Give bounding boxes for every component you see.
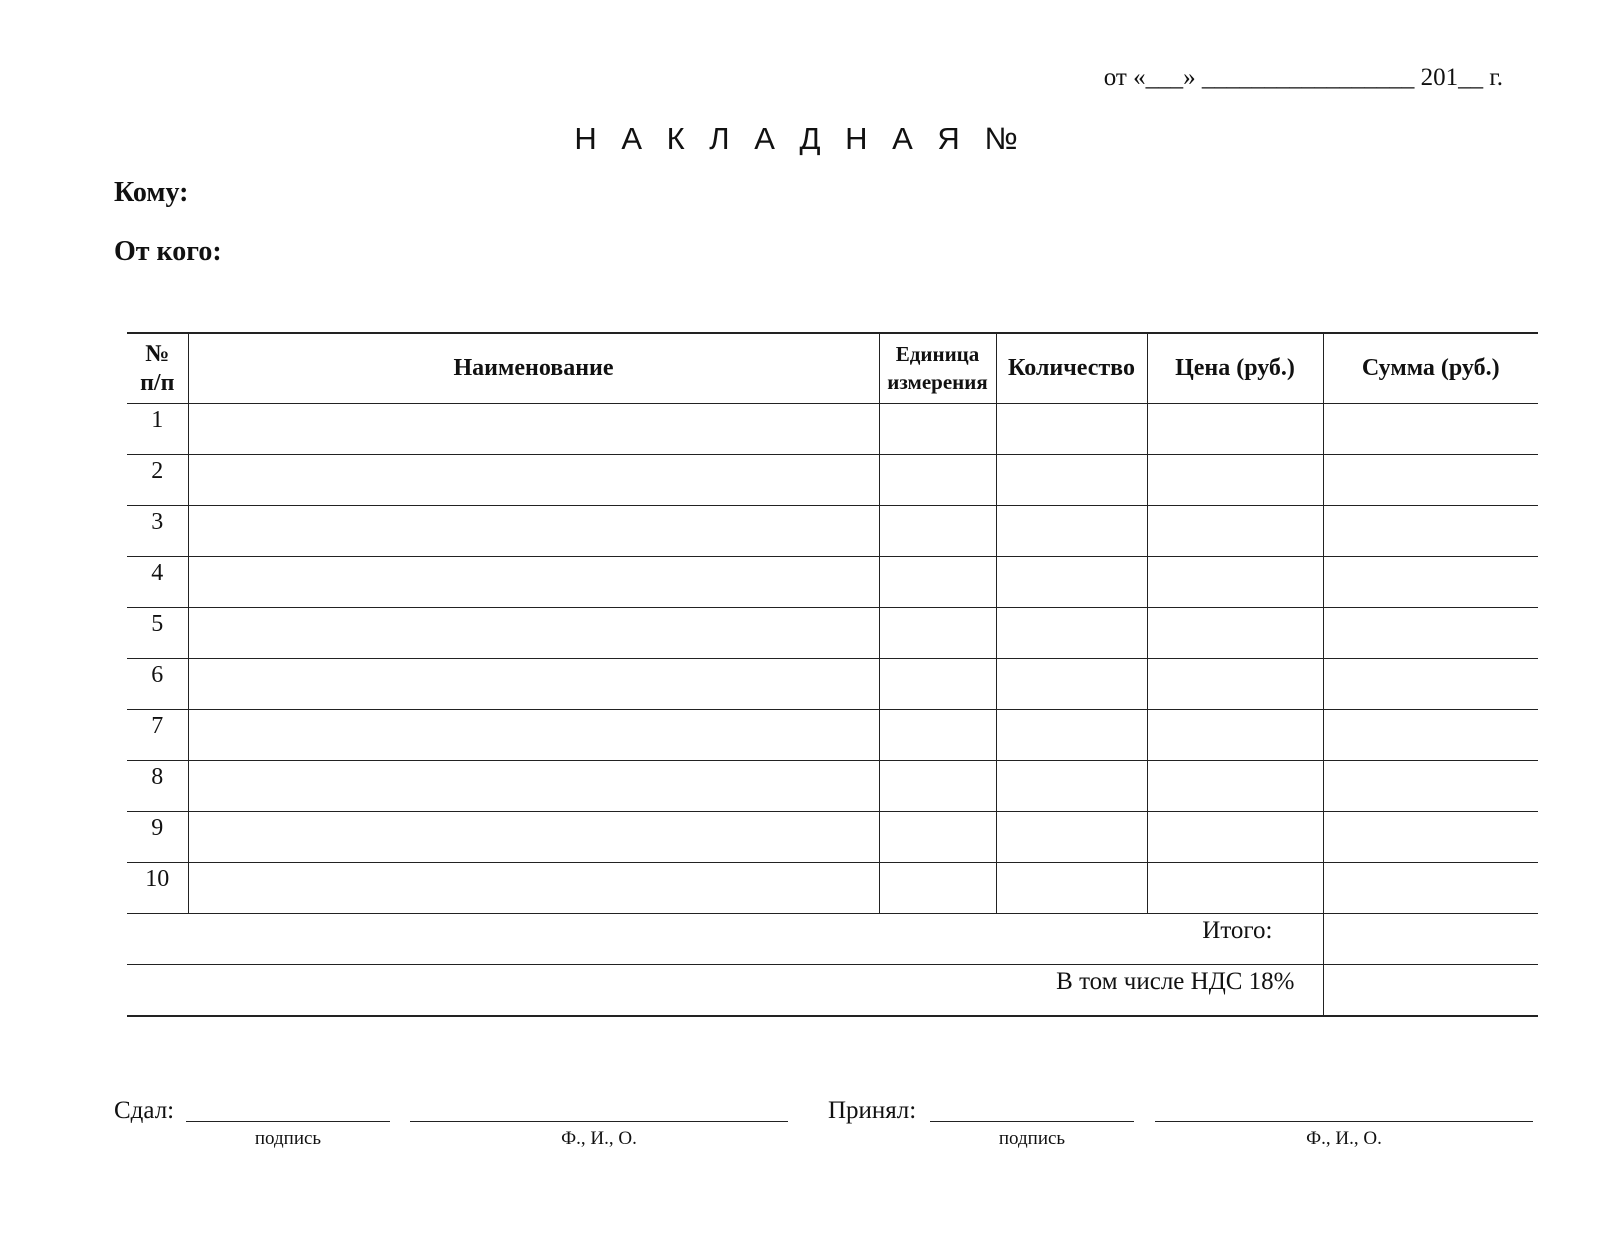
row-sum-cell[interactable]: [1323, 608, 1538, 659]
row-price-cell[interactable]: [1147, 608, 1323, 659]
row-sum-cell[interactable]: [1323, 659, 1538, 710]
handed-over-signature-line[interactable]: [186, 1121, 390, 1122]
row-price-cell[interactable]: [1147, 659, 1323, 710]
table-header-row: [127, 333, 1538, 404]
row-unit-cell[interactable]: [879, 404, 996, 455]
row-number: 7: [127, 710, 188, 761]
row-number: 6: [127, 659, 188, 710]
row-sum-cell[interactable]: [1323, 761, 1538, 812]
column-header-unit-line1: Единица: [895, 342, 980, 367]
table-row: [127, 761, 1538, 812]
date-line: от «___» _________________ 201__ г.: [1103, 64, 1503, 91]
table-row: [127, 557, 1538, 608]
column-header-unit: [879, 333, 996, 404]
handed-over-name-caption: Ф., И., О.: [561, 1128, 637, 1149]
row-name-cell[interactable]: [188, 506, 879, 557]
row-quantity-cell[interactable]: [996, 557, 1147, 608]
handed-over-label: Сдал:: [114, 1097, 175, 1124]
sender-label: От кого:: [114, 236, 222, 267]
row-number: 3: [127, 506, 188, 557]
row-unit-cell[interactable]: [879, 506, 996, 557]
row-price-cell[interactable]: [1147, 761, 1323, 812]
row-number: 5: [127, 608, 188, 659]
row-quantity-cell[interactable]: [996, 812, 1147, 863]
row-quantity-cell[interactable]: [996, 404, 1147, 455]
table-row: [127, 863, 1538, 914]
table-row: [127, 710, 1538, 761]
received-label: Принял:: [828, 1097, 917, 1124]
column-header-name: Наименование: [188, 333, 879, 404]
row-quantity-cell[interactable]: [996, 608, 1147, 659]
row-unit-cell[interactable]: [879, 557, 996, 608]
row-number: 2: [127, 455, 188, 506]
row-name-cell[interactable]: [188, 761, 879, 812]
column-header-number-line1: №: [145, 340, 170, 367]
received-name-line[interactable]: [1155, 1121, 1533, 1122]
row-unit-cell[interactable]: [879, 863, 996, 914]
table-row: [127, 608, 1538, 659]
received-signature-line[interactable]: [930, 1121, 1134, 1122]
vat-row: [127, 965, 1538, 1017]
row-name-cell[interactable]: [188, 608, 879, 659]
row-name-cell[interactable]: [188, 557, 879, 608]
received-signature-caption: подпись: [998, 1128, 1066, 1149]
row-number: 8: [127, 761, 188, 812]
column-header-sum: Сумма (руб.): [1323, 333, 1538, 404]
column-header-number-line2: п/п: [140, 369, 175, 396]
row-quantity-cell[interactable]: [996, 710, 1147, 761]
row-name-cell[interactable]: [188, 404, 879, 455]
row-price-cell[interactable]: [1147, 710, 1323, 761]
row-name-cell[interactable]: [188, 863, 879, 914]
handed-over-signature-caption: подпись: [254, 1128, 322, 1149]
document-title: Н А К Л А Д Н А Я №: [574, 121, 1026, 156]
row-quantity-cell[interactable]: [996, 863, 1147, 914]
items-table: [127, 332, 1538, 1017]
total-value-cell[interactable]: [1323, 914, 1538, 965]
row-quantity-cell[interactable]: [996, 761, 1147, 812]
row-sum-cell[interactable]: [1323, 812, 1538, 863]
table-row: [127, 812, 1538, 863]
recipient-label: Кому:: [114, 177, 189, 208]
table-row: [127, 455, 1538, 506]
column-header-unit-line2: измерения: [887, 369, 988, 394]
row-sum-cell[interactable]: [1323, 455, 1538, 506]
row-price-cell[interactable]: [1147, 506, 1323, 557]
row-price-cell[interactable]: [1147, 557, 1323, 608]
row-number: 1: [127, 404, 188, 455]
row-sum-cell[interactable]: [1323, 404, 1538, 455]
row-unit-cell[interactable]: [879, 761, 996, 812]
row-unit-cell[interactable]: [879, 710, 996, 761]
received-name-caption: Ф., И., О.: [1306, 1128, 1382, 1149]
row-unit-cell[interactable]: [879, 608, 996, 659]
row-price-cell[interactable]: [1147, 404, 1323, 455]
table-row: [127, 506, 1538, 557]
table-body: [127, 404, 1538, 914]
row-price-cell[interactable]: [1147, 812, 1323, 863]
row-quantity-cell[interactable]: [996, 506, 1147, 557]
column-header-quantity: Количество: [996, 333, 1147, 404]
vat-value-cell[interactable]: [1323, 965, 1538, 1017]
table-row: [127, 404, 1538, 455]
row-name-cell[interactable]: [188, 812, 879, 863]
row-sum-cell[interactable]: [1323, 863, 1538, 914]
row-price-cell[interactable]: [1147, 455, 1323, 506]
row-name-cell[interactable]: [188, 455, 879, 506]
row-sum-cell[interactable]: [1323, 710, 1538, 761]
row-number: 10: [127, 863, 188, 914]
row-sum-cell[interactable]: [1323, 506, 1538, 557]
row-unit-cell[interactable]: [879, 812, 996, 863]
column-header-price: Цена (руб.): [1147, 333, 1323, 404]
row-quantity-cell[interactable]: [996, 455, 1147, 506]
row-number: 9: [127, 812, 188, 863]
row-price-cell[interactable]: [1147, 863, 1323, 914]
vat-label: В том числе НДС 18%: [127, 965, 1323, 1017]
row-name-cell[interactable]: [188, 659, 879, 710]
column-header-number: [127, 333, 188, 404]
row-quantity-cell[interactable]: [996, 659, 1147, 710]
row-sum-cell[interactable]: [1323, 557, 1538, 608]
row-number: 4: [127, 557, 188, 608]
handed-over-name-line[interactable]: [410, 1121, 788, 1122]
row-unit-cell[interactable]: [879, 659, 996, 710]
total-row: [127, 914, 1538, 965]
row-unit-cell[interactable]: [879, 455, 996, 506]
total-label: Итого:: [127, 914, 1323, 965]
row-name-cell[interactable]: [188, 710, 879, 761]
table-row: [127, 659, 1538, 710]
